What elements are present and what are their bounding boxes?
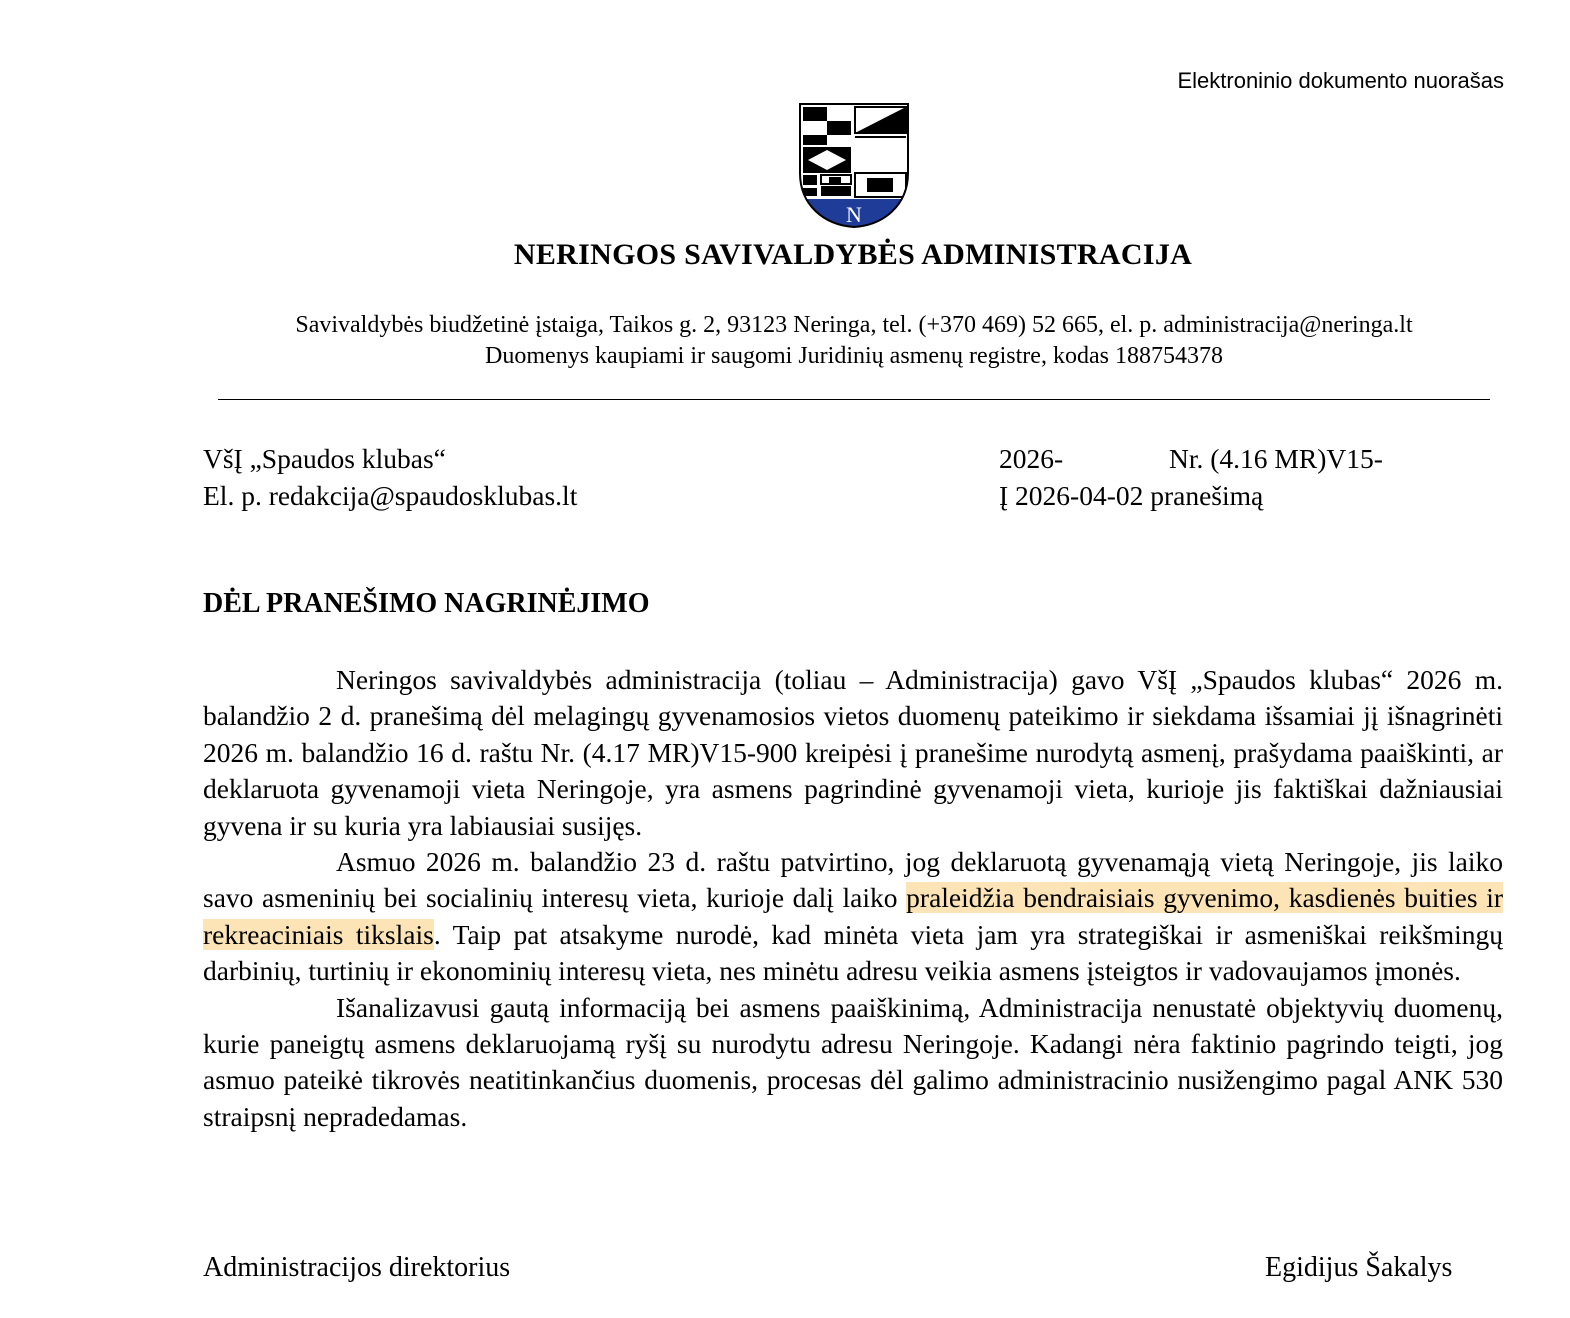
highlighted-text: praleidžia bendraisiais gyvenimo, kasdienės buities ir rekreaciniais tikslais — [203, 882, 1503, 950]
document-copy-note: Elektroninio dokumento nuorašas — [1177, 68, 1504, 93]
document-number: Nr. (4.16 MR)V15- — [1169, 443, 1383, 474]
coat-letter: N — [846, 202, 862, 227]
signatory-title: Administracijos direktorius — [203, 1252, 511, 1283]
body-paragraph-2 — [203, 844, 1503, 990]
recipient-name: VšĮ „Spaudos klubas“ — [203, 443, 446, 474]
recipient-email: El. p. redakcija@spaudosklubas.lt — [203, 480, 578, 511]
body-paragraph-1: Neringos savivaldybės administracija (toliau – Administracija) gavo VšĮ „Spaudos klubas“ 2026 m. balandžio 2 d. pranešimą dėl melagingų gyvenamosios vietos duomenų pateikimo ir siekdama išsamiai jį išnagrinėti 2026 m. balandžio 16 d. raštu Nr. (4.17 MR)V15-900 kreipėsi į pranešime nurodytą asmenį, prašydama paaiškinti, ar deklaruota gyvenamoji vieta Neringoje, yra asmens pagrindinė gyvenamoji vieta, kurioje jis faktiškai dažniausiai gyvena ir su kuria yra labiausiai susijęs. — [203, 664, 1503, 841]
paragraph-2-start: Asmuo 2026 m. balandžio 23 d. raštu patvirtino, jog deklaruotą gyvenamąją vietą Neringoje, jis laiko savo asmeninių bei socialinių interesų vieta, kurioje dalį laiko — [203, 846, 1503, 914]
signatory-name: Egidijus Šakalys — [1265, 1252, 1453, 1283]
body-paragraph-3: Išanalizavusi gautą informaciją bei asmens paaiškinimą, Administracija nenustatė objektyvių duomenų, kurie paneigtų asmens deklaruojamą ryšį su nurodytu adresu Neringoje. Kadangi nėra faktinio pagrindo teigti, jog asmuo pateikė tikrovės neatitinkančius duomenis, procesas dėl galimo administracinio nusižengimo pagal ANK 530 straipsnį nepradedamas. — [203, 991, 1503, 1132]
recipient-block — [203, 440, 577, 514]
paragraph-2-end: . Taip pat atsakyme nurodė, kad minėta vieta jam yra strategiškai ir asmeniškai reikšmingų darbinių, turtinių ir ekonominių interesų vieta, nes minėtu adresu veikia asmens įsteigtos ir vadovaujamos įmonės. — [203, 918, 1504, 987]
reference-block — [999, 440, 1383, 514]
coat-of-arms-icon — [799, 103, 909, 228]
letter-subject: DĖL PRANEŠIMO NAGRINĖJIMO — [203, 588, 650, 619]
reply-reference: Į 2026-04-02 pranešimą — [999, 480, 1264, 511]
header-divider — [218, 399, 1490, 400]
organization-info — [218, 310, 1490, 372]
organization-register-line: Duomenys kaupiami ir saugomi Juridinių asmenų registre, kodas 188754378 — [485, 343, 1223, 369]
document-date: 2026- — [999, 443, 1064, 474]
letter-body — [203, 662, 1503, 1135]
organization-address-line: Savivaldybės biudžetinė įstaiga, Taikos g. 2, 93123 Neringa, tel. (+370 469) 52 665, el. p. administracija@neringa.lt — [295, 312, 1413, 338]
organization-name: NERINGOS SAVIVALDYBĖS ADMINISTRACIJA — [513, 238, 1193, 271]
